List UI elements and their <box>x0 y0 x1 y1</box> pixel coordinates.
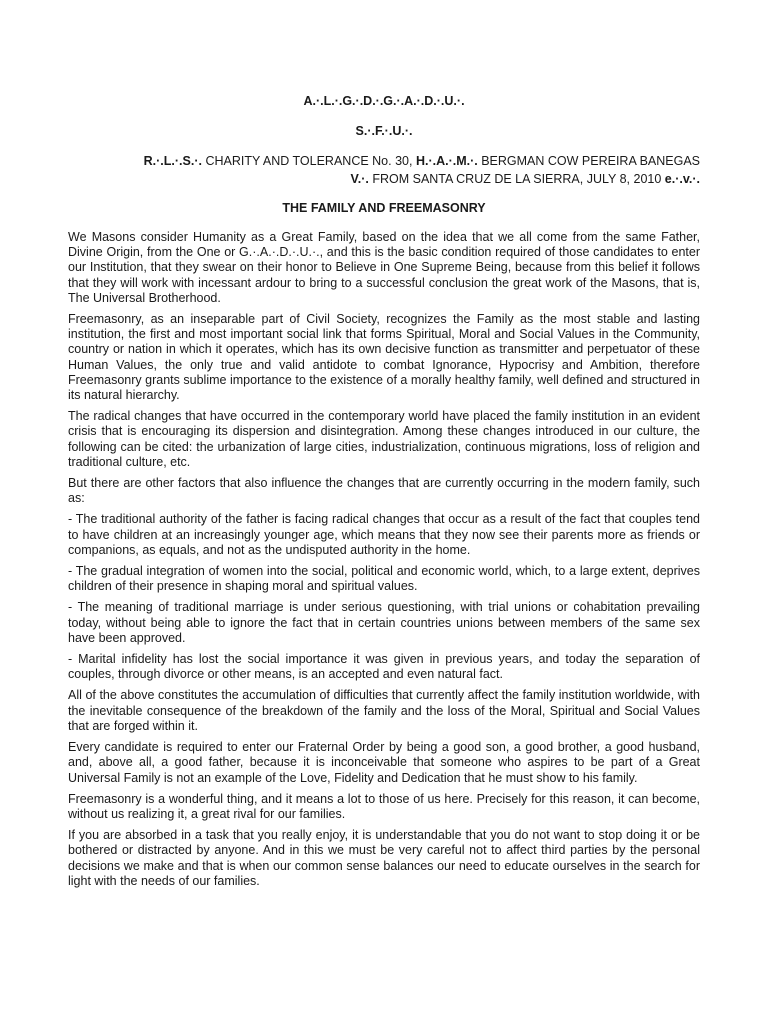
document-body <box>68 230 700 889</box>
brother-text: BERGMAN COW PEREIRA BANEGAS <box>477 154 700 168</box>
header-invocation: A.·.L.·.G.·.D.·.G.·.A.·.D.·.U.·. <box>303 94 465 108</box>
paragraph: Every candidate is required to enter our Fraternal Order by being a good son, a good brother, a good husband, and, above all, a good father, because it is inconceivable that someone who aspires to be part of a Great Universal Family is not an example of the Love, Fidelity and Dedication that he must show to his family. <box>68 740 700 785</box>
document-title: THE FAMILY AND FREEMASONRY <box>282 201 486 215</box>
valley-prefix: V.·. <box>350 172 369 186</box>
paragraph: But there are other factors that also influence the changes that are currently occurring in the modern family, such as: <box>68 476 700 506</box>
era-text: e.·.v.·. <box>664 172 700 186</box>
paragraph: Freemasonry is a wonderful thing, and it means a lot to those of us here. Precisely for this reason, it can become, without us realizing it, a great rival for our families. <box>68 791 700 821</box>
valley-line <box>68 170 700 188</box>
paragraph: The radical changes that have occurred in the contemporary world have placed the family institution in an evident crisis that is encouraging its dispersion and disintegration. Among these changes introduced in our culture, the following can be cited: the urbanization of large cities, industrialization, continuous migrations, loss of religion and traditional culture, etc. <box>68 409 700 469</box>
header-meta <box>68 152 700 188</box>
lodge-prefix: R.·.L.·.S.·. <box>143 154 202 168</box>
lodge-text: CHARITY AND TOLERANCE No. 30, <box>201 154 416 168</box>
lodge-line <box>68 152 700 170</box>
paragraph: All of the above constitutes the accumulation of difficulties that currently affect the family institution worldwide, with the inevitable consequence of the breakdown of the family and the loss of the Moral, Spiritual and Social Values that are forged within it. <box>68 688 700 733</box>
list-item: - The traditional authority of the father is facing radical changes that occur as a result of the fact that couples tend to have children at an increasingly younger age, which means that they now see their parents more as friends or companions, as equals, and not as the undisputed authority in the home. <box>68 512 700 557</box>
list-item: - The meaning of traditional marriage is under serious questioning, with trial unions or cohabitation prevailing today, without being able to ignore the fact that in certain countries unions between members of the same sex have been approved. <box>68 600 700 645</box>
paragraph: We Masons consider Humanity as a Great Family, based on the idea that we all come from the same Father, Divine Origin, from the One or G.·.A.·.D.·.U.·., and this is the basic condition required of those candidates to enter our Institution, that they swear on their honor to Believe in One Supreme Being, because from this belief it follows that they will work with incessant ardour to bring to a successful conclusion the great work of the Masons, that is, The Universal Brotherhood. <box>68 230 700 305</box>
valley-text: FROM SANTA CRUZ DE LA SIERRA, JULY 8, 2010 <box>368 172 665 186</box>
list-item: - The gradual integration of women into the social, political and economic world, which, to a large extent, deprives children of their presence in shaping moral and spiritual values. <box>68 564 700 594</box>
paragraph: Freemasonry, as an inseparable part of Civil Society, recognizes the Family as the most stable and lasting institution, the first and most important social link that forms Spiritual, Moral and Social Values in the Community, country or nation in which it operates, which has its own decisive function as transmitter and perpetuator of these Human Values, the only true and valid antidote to combat Ignorance, Hypocrisy and Ambition, therefore Freemasonry grants sublime importance to the existence of a morally healthy family, well defined and structured in its natural hierarchy. <box>68 312 700 403</box>
paragraph: If you are absorbed in a task that you really enjoy, it is understandable that you do not want to stop doing it or be bothered or distracted by anyone. And in this we must be very careful not to affect third parties by the personal decisions we make and that is when our common sense balances our need to educate ourselves in the search for light with the needs of our families. <box>68 828 700 888</box>
brother-prefix: H.·.A.·.M.·. <box>415 154 478 168</box>
header-salutation: S.·.F.·.U.·. <box>355 124 413 138</box>
list-item: - Marital infidelity has lost the social importance it was given in previous years, and today the separation of couples, through divorce or other means, is an accepted and even natural fact. <box>68 652 700 682</box>
